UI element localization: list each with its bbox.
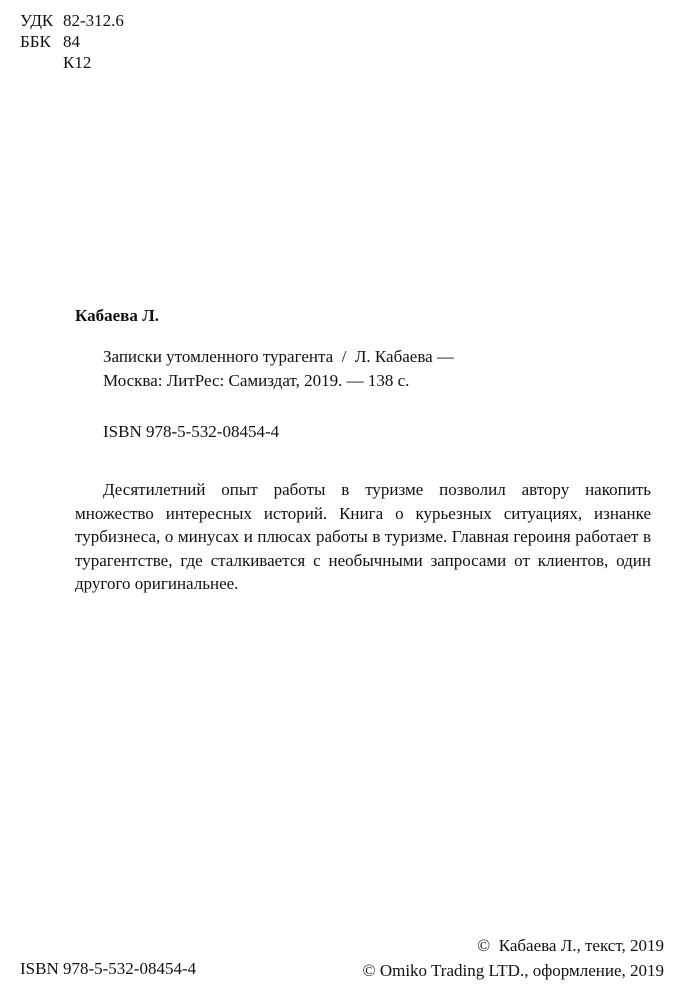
bibliographic-line-imprint: Москва: ЛитРес: Самиздат, 2019. — 138 с. [103,371,410,390]
classification-value: 84 [63,32,80,51]
classification-key [20,52,63,73]
classification-block [20,10,124,73]
bibliographic-description [103,345,454,393]
classification-row [20,52,124,73]
copyright-block [363,933,664,983]
classification-key: ББК [20,32,51,51]
classification-key: УДК [20,11,54,30]
classification-row [20,31,124,52]
copyright-text-line: © Кабаева Л., текст, 2019 [477,936,664,955]
classification-value: К12 [63,53,92,72]
author-heading: Кабаева Л. [75,306,159,325]
bibliographic-line-title: Записки утомленного турагента / Л. Кабаева — [103,347,454,366]
classification-row [20,10,124,31]
copyright-design-line: © Omiko Trading LTD., оформление, 2019 [362,961,664,980]
annotation-paragraph: Десятилетний опыт работы в туризме позволил автору накопить множество интересных историй. Книга о курьезных ситуациях, изнанке турбизнеса, о минусах и плюсах работы в туризме. Главная героиня работает в турагентстве, где сталкивается с необычными запросами от клиентов, один другого оригинальнее. [75,480,651,593]
footer-isbn: ISBN 978-5-532-08454-4 [20,959,197,978]
isbn-number: ISBN 978-5-532-08454-4 [103,422,280,441]
classification-value: 82-312.6 [63,11,124,30]
